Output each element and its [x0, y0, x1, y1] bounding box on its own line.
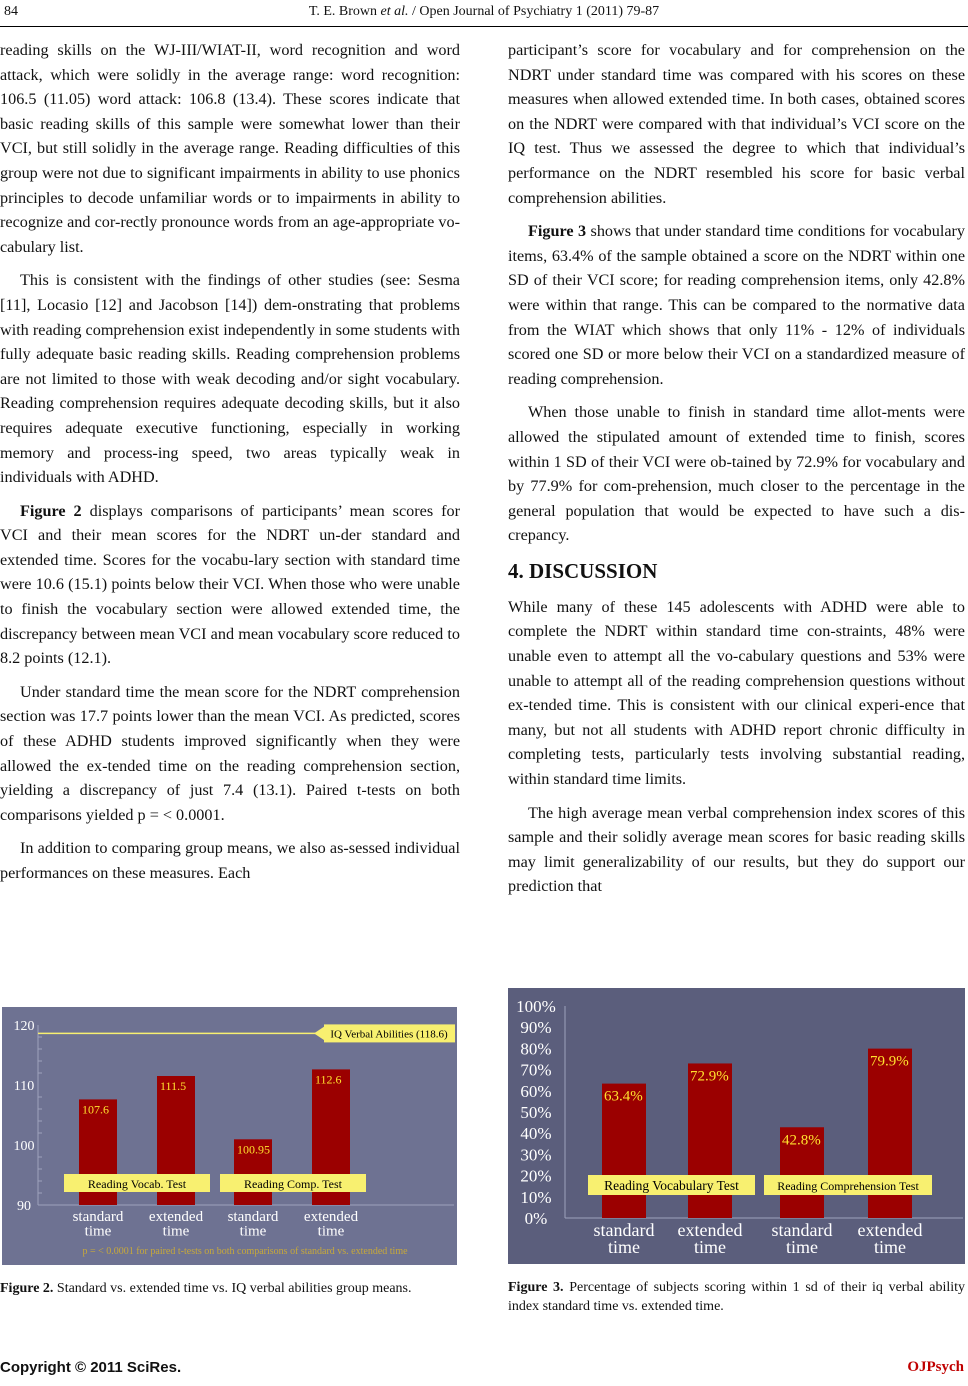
group-label: Reading Comprehension Test — [777, 1179, 919, 1193]
chart-background — [2, 1007, 457, 1265]
y-tick-label: 90 — [17, 1199, 31, 1214]
reference-label: IQ Verbal Abilities (118.6) — [330, 1028, 448, 1041]
figure-3 — [508, 988, 965, 1264]
right-column — [508, 38, 965, 908]
y-tick-label: 0% — [524, 1209, 548, 1228]
paragraph: In addition to comparing group means, we also as-sessed individual performances on these measures. Each — [0, 839, 460, 882]
paragraph: The high average mean verbal comprehension index scores of this sample and their solidly average mean scores for basic reading skills may limit generalizability of our results, but they do support our prediction that — [508, 803, 965, 896]
paragraph-text: shows that under standard time conditions for vocabulary items, 63.4% of the sample obtained a score on the NDRT within one SD of their VCI score; for reading comprehension items, only 42.8% were within that range. This can be compared to the normative data from the WIAT which shows that only 11% - 12% of individuals scored one SD or more below their VCI on a standardized measure of reading comprehension. — [508, 222, 965, 388]
y-tick-label: 30% — [520, 1145, 552, 1165]
bar-value-label: 63.4% — [604, 1088, 643, 1105]
paragraph: Under standard time the mean score for the NDRT comprehension section was 17.7 points lower than the mean VCI. As predicted, scores of these ADHD students improved significantly when they were allowed the ex-tended time on the reading comprehension section, yielding a discrepancy of just 7.4 (13.1). Paired t-tests on both comparisons yielded p = < 0.0001. — [0, 682, 460, 824]
y-tick-label: 10% — [520, 1187, 552, 1207]
figure-2-caption-text: Standard vs. extended time vs. IQ verbal abilities group means. — [53, 1281, 412, 1296]
y-tick-label: 60% — [520, 1081, 552, 1101]
group-label: Reading Comp. Test — [244, 1177, 342, 1191]
running-head-journal: / Open Journal of Psychiatry 1 (2011) 79-87 — [408, 4, 660, 19]
bar-value-label: 100.95 — [237, 1142, 270, 1157]
y-tick-label: 120 — [13, 1019, 35, 1034]
bar-value-label: 112.6 — [315, 1072, 342, 1087]
figure-3-chart — [508, 988, 965, 1264]
paragraph: reading skills on the WJ-III/WIAT-II, word recognition and word attack, which were solidly in the average range: word recognition: 106.5 (11.05) word attack: 106.8 (13.4). These scores indicate that basic reading skills of this sample were somewhat lower than their VCI, but still solidly in the average range. Reading difficulties of this group were not due to significant impairments in ability to use phonics principles to decode unfamiliar words or to impairments in ability to recognize and cor-rectly pronounce words from an age-appropriate vo-cabulary list. — [0, 41, 460, 256]
category-label: standard time — [72, 1209, 124, 1240]
category-label: standard time — [227, 1209, 279, 1240]
figure-2 — [2, 1007, 457, 1265]
paragraph: participant’s score for vocabulary and for comprehension on the NDRT under standard time was compared with his scores on these measures when allowed extended time. In both cases, obtained scores on the NDRT were compared with that individual’s VCI score on the IQ test. Thus we assessed the degree to which that individual’s performance on the NDRT resembled his score for basic verbal comprehension abilities. — [508, 41, 965, 207]
paragraph — [508, 219, 965, 391]
y-tick-label: 40% — [520, 1124, 552, 1144]
chart-footnote: p = < 0.0001 for paired t-tests on both comparisons of standard vs. extended time — [82, 1246, 408, 1257]
figure-2-caption — [0, 1279, 458, 1298]
y-tick-label: 90% — [520, 1018, 552, 1038]
running-head-authors: T. E. Brown — [308, 4, 381, 19]
figure-2-chart — [2, 1007, 457, 1265]
bar-value-label: 42.8% — [782, 1132, 821, 1149]
paragraph — [0, 499, 460, 671]
figure-2-caption-label: Figure 2. — [0, 1281, 54, 1296]
running-head-etal: et al. — [380, 4, 409, 19]
y-tick-label: 100 — [13, 1139, 35, 1154]
figure-3-caption-label: Figure 3. — [508, 1280, 564, 1295]
group-label: Reading Vocab. Test — [87, 1177, 187, 1191]
category-label: standard time — [771, 1220, 833, 1258]
figure-3-caption — [508, 1278, 965, 1316]
paragraph-text: displays comparisons of participants’ mean scores for VCI and their mean scores for the NDRT un-der standard and extended time. Scores for the vocabu-lary section with standard time were 10.6 (15.1) points below their VCI. When those who were unable to finish the vocabulary section were allowed extended time, the discrepancy between mean VCI and mean vocabulary score reduced to 8.2 points (12.1). — [0, 501, 460, 668]
section-heading: 4. DISCUSSION — [508, 558, 658, 583]
y-tick-label: 110 — [13, 1079, 35, 1094]
figure-reference: Figure 2 — [20, 501, 82, 520]
page-header — [0, 0, 968, 27]
bar-value-label: 111.5 — [160, 1079, 187, 1093]
y-tick-label: 50% — [520, 1103, 552, 1122]
journal-abbreviation: OJPsych — [907, 1359, 964, 1375]
category-label: extended time — [303, 1209, 359, 1240]
y-tick-label: 100% — [516, 997, 556, 1016]
paragraph: This is consistent with the findings of other studies (see: Sesma [11], Locasio [12] and Jacobson [14]) dem-onstrating that problems with reading comprehension exist independently in some students with fully adequate basic reading skills. Reading comprehension problems are not limited to those with weak decoding and/or sight vocabulary. Reading comprehension requires adequate decoding skills, but it also requires adequate executive functioning, especially in working memory and process-ing speed, two areas typically weak in individuals with ADHD. — [0, 271, 460, 487]
category-label: extended time — [148, 1209, 204, 1240]
running-head — [0, 4, 968, 20]
category-label: extended time — [857, 1220, 923, 1258]
y-tick-label: 80% — [520, 1039, 552, 1059]
category-label: extended time — [677, 1220, 743, 1258]
bar-value-label: 72.9% — [690, 1068, 729, 1085]
bar-value-label: 79.9% — [870, 1053, 909, 1070]
y-tick-label: 70% — [520, 1060, 552, 1080]
figure-reference: Figure 3 — [528, 222, 587, 241]
y-tick-label: 20% — [520, 1166, 552, 1186]
copyright-notice: Copyright © 2011 SciRes. — [0, 1359, 182, 1376]
left-column — [0, 38, 460, 895]
group-label: Reading Vocabulary Test — [604, 1178, 739, 1193]
figure-3-caption-text: Percentage of subjects scoring within 1 sd of their iq verbal ability index standard time vs. extended time. — [508, 1280, 965, 1314]
bar-value-label: 107.6 — [82, 1102, 109, 1117]
page-number: 84 — [4, 4, 18, 19]
paragraph: While many of these 145 adolescents with ADHD were able to complete the NDRT within standard time con-straints, 48% were unable even to attempt all the vo-cabulary questions and 53% were unable to attempt all of the reading comprehension questions without ex-tended time. This is consistent with our clinical experi-ence that many, but not all students with ADHD report chronic difficulty in completing tests, particularly tests involving substantial reading, within standard time limits. — [508, 597, 965, 789]
category-label: standard time — [593, 1220, 655, 1258]
paragraph: When those unable to finish in standard time allot-ments were allowed the stipulated amount of extended time to finish, scores within 1 SD of their VCI were ob-tained by 72.9% for vocabulary and by 77.9% for com-prehension, much closer to the percentage in the general population that would be expected to have such a dis-crepancy. — [508, 403, 965, 545]
